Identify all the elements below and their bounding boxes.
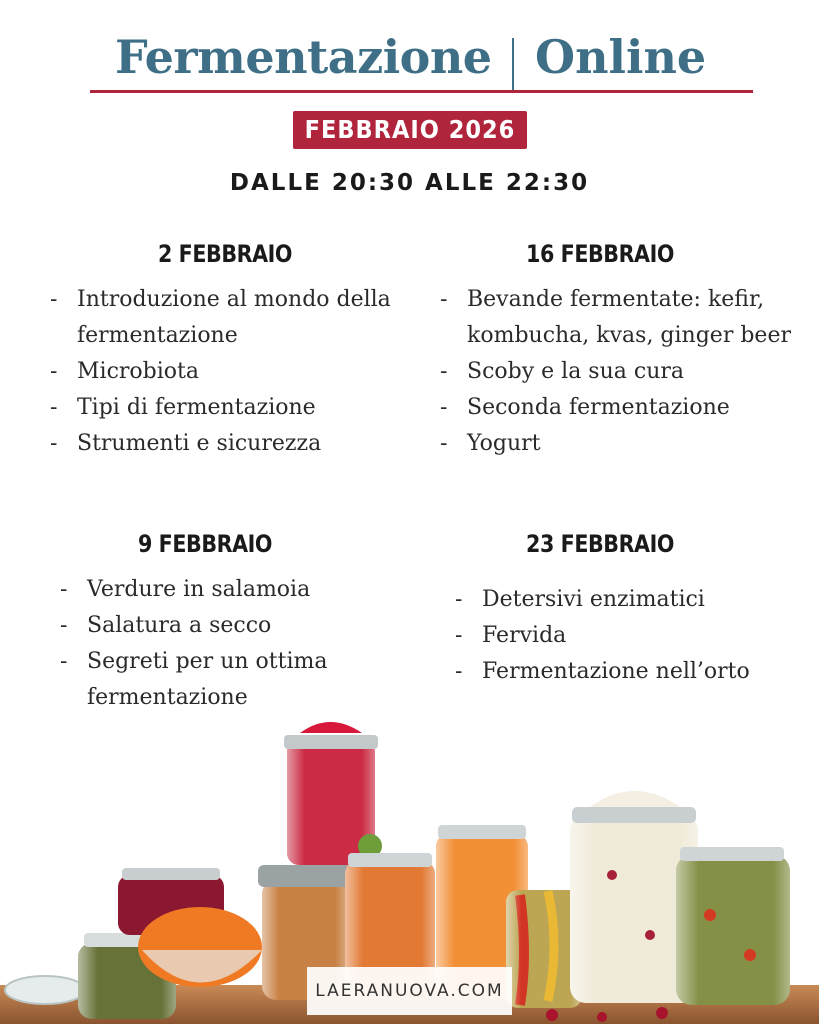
list-item bbox=[50, 390, 410, 426]
topic-text: Detersivi enzimatici bbox=[482, 587, 705, 612]
page-title-right: Online bbox=[535, 30, 707, 84]
dash-bullet: - bbox=[440, 287, 448, 312]
topic-text: Seconda fermentazione bbox=[467, 395, 730, 420]
list-item bbox=[440, 390, 800, 426]
topic-text: Yogurt bbox=[467, 431, 541, 456]
list-item bbox=[455, 654, 795, 690]
topic-text: Tipi di fermentazione bbox=[77, 395, 316, 420]
list-item bbox=[440, 426, 800, 462]
session-16-febbraio bbox=[440, 240, 800, 462]
list-item bbox=[440, 354, 800, 390]
topic-text: Segreti per un ottima fermentazione bbox=[87, 649, 328, 710]
topic-list bbox=[50, 282, 410, 462]
list-item bbox=[60, 644, 420, 716]
list-item bbox=[50, 426, 410, 462]
topic-list bbox=[60, 572, 420, 716]
dash-bullet: - bbox=[440, 395, 448, 420]
session-date: 23 FEBBRAIO bbox=[526, 530, 674, 558]
list-item bbox=[440, 282, 800, 354]
session-9-febbraio bbox=[60, 530, 420, 716]
list-item bbox=[455, 618, 795, 654]
cranberry bbox=[546, 1009, 558, 1021]
month-badge: FEBBRAIO 2026 bbox=[293, 111, 527, 149]
dash-bullet: - bbox=[440, 431, 448, 456]
cranberry bbox=[597, 1012, 607, 1022]
topic-text: Fermentazione nell’orto bbox=[482, 659, 750, 684]
list-item bbox=[60, 608, 420, 644]
dash-bullet: - bbox=[50, 431, 58, 456]
list-item bbox=[60, 572, 420, 608]
topic-text: Scoby e la sua cura bbox=[467, 359, 684, 384]
session-2-febbraio bbox=[50, 240, 410, 462]
dash-bullet: - bbox=[60, 613, 68, 638]
list-item bbox=[50, 354, 410, 390]
page-title-left: Fermentazione bbox=[115, 30, 492, 84]
dash-bullet: - bbox=[455, 659, 463, 684]
dash-bullet: - bbox=[50, 359, 58, 384]
session-date: 16 FEBBRAIO bbox=[526, 240, 674, 268]
dash-bullet: - bbox=[60, 649, 68, 674]
dash-bullet: - bbox=[50, 395, 58, 420]
title-separator bbox=[512, 38, 514, 90]
topic-text: Microbiota bbox=[77, 359, 199, 384]
dash-bullet: - bbox=[455, 623, 463, 648]
dash-bullet: - bbox=[50, 287, 58, 312]
topic-text: Fervida bbox=[482, 623, 567, 648]
topic-text: Introduzione al mondo della fermentazione bbox=[77, 287, 391, 348]
glass-lid bbox=[5, 976, 85, 1004]
topic-text: Strumenti e sicurezza bbox=[77, 431, 322, 456]
title-row bbox=[0, 30, 819, 90]
topic-text: Salatura a secco bbox=[87, 613, 272, 638]
topic-list bbox=[440, 282, 800, 462]
cranberry bbox=[656, 1007, 668, 1019]
dash-bullet: - bbox=[455, 587, 463, 612]
dash-bullet: - bbox=[60, 577, 68, 602]
session-23-febbraio bbox=[455, 530, 795, 690]
title-underline bbox=[90, 90, 753, 93]
time-range: DALLE 20:30 ALLE 22:30 bbox=[229, 170, 590, 196]
website-label: LAERANUOVA.COM bbox=[307, 967, 512, 1015]
dash-bullet: - bbox=[440, 359, 448, 384]
topic-text: Bevande fermentate: kefir, kombucha, kvas, ginger beer bbox=[467, 287, 791, 348]
topic-list bbox=[455, 582, 795, 690]
topic-text: Verdure in salamoia bbox=[87, 577, 311, 602]
list-item bbox=[455, 582, 795, 618]
session-date: 9 FEBBRAIO bbox=[137, 530, 272, 558]
list-item bbox=[50, 282, 410, 354]
session-date: 2 FEBBRAIO bbox=[157, 240, 292, 268]
